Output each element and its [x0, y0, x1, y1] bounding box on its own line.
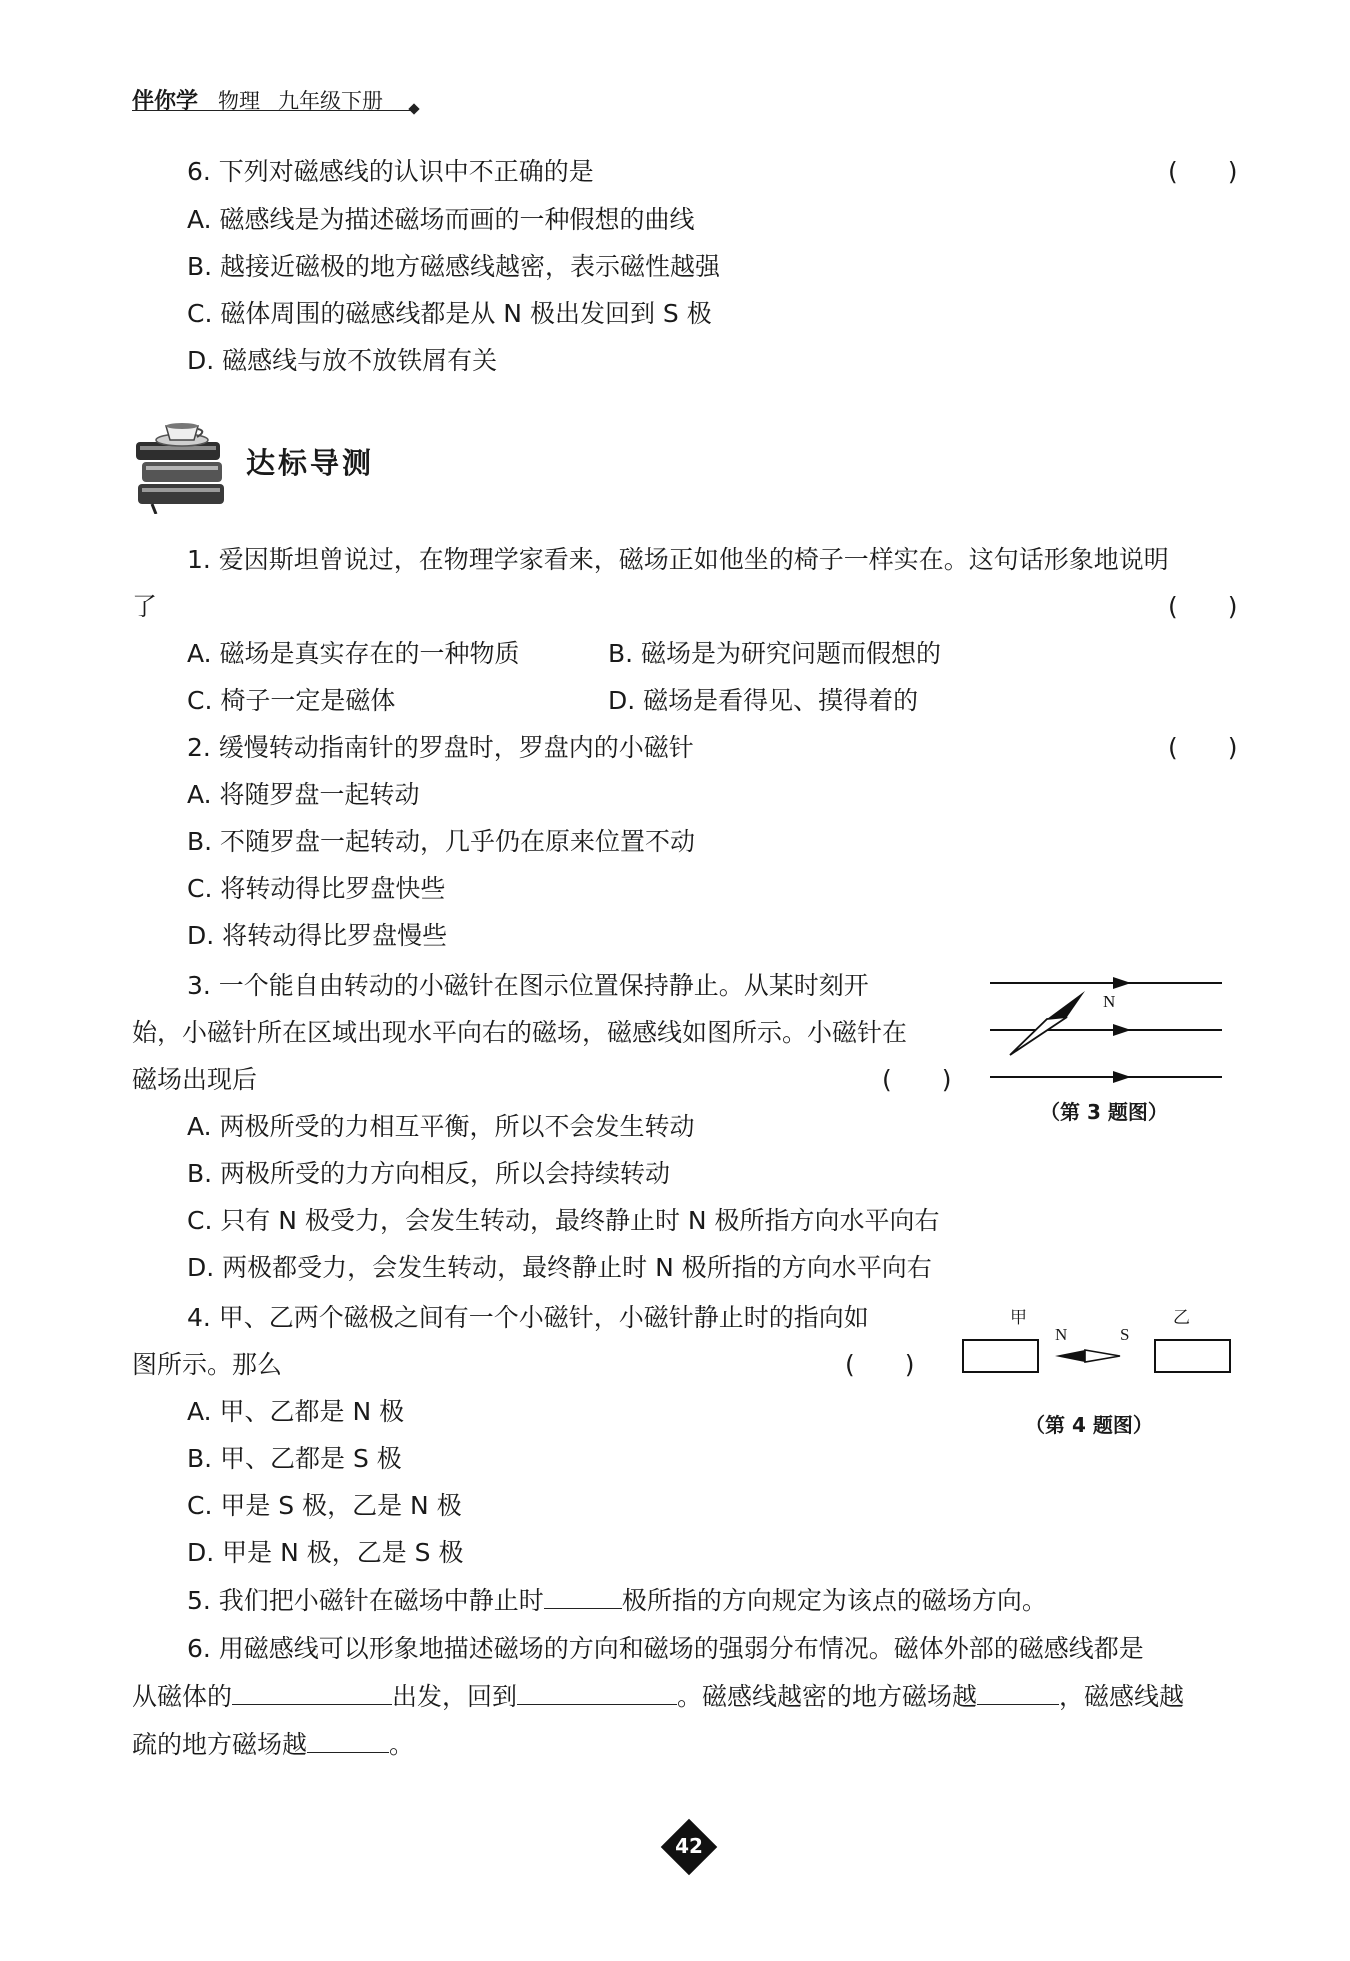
q6-line3-b: 。 — [389, 1730, 415, 1759]
q6-blank-4[interactable] — [307, 1728, 389, 1753]
q6-line3 — [132, 1728, 414, 1762]
header-rule — [132, 110, 414, 111]
q4-stem-line1: 4. 甲、乙两个磁极之间有一个小磁针，小磁针静止时的指向如 — [187, 1303, 869, 1332]
q3-option-d: D. 两极都受力，会发生转动，最终静止时 N 极所指的方向水平向右 — [187, 1253, 932, 1282]
q3-option-a: A. 两极所受的力相互平衡，所以不会发生转动 — [187, 1112, 695, 1141]
prev-q6-option-d: D. 磁感线与放不放铁屑有关 — [187, 346, 498, 375]
q4-right-pole-label: 乙 — [1173, 1308, 1190, 1328]
q3-stem-line2: 始，小磁针所在区域出现水平向右的磁场，磁感线如图所示。小磁针在 — [132, 1018, 908, 1047]
q3-figure-caption: （第 3 题图） — [1040, 1100, 1168, 1124]
q2-option-d: D. 将转动得比罗盘慢些 — [187, 921, 448, 950]
q6-line3-a: 疏的地方磁场越 — [132, 1730, 308, 1759]
q6-blank-2[interactable] — [517, 1680, 677, 1705]
prev-q6-option-c: C. 磁体周围的磁感线都是从 N 极出发回到 S 极 — [187, 299, 712, 328]
q6-line2-b: 出发，回到 — [392, 1682, 518, 1711]
q6-blank-1[interactable] — [232, 1680, 392, 1705]
q6-line2-a: 从磁体的 — [132, 1682, 233, 1711]
q2-option-c: C. 将转动得比罗盘快些 — [187, 874, 446, 903]
field-arrow-top-icon — [1113, 977, 1131, 989]
q4-stem-line2: 图所示。那么 — [132, 1350, 283, 1379]
field-arrow-middle-icon — [1113, 1024, 1131, 1036]
q1-option-d: D. 磁场是看得见、摸得着的 — [608, 686, 919, 715]
header-subject: 物理 — [218, 89, 261, 113]
q4-n-label: N — [1055, 1325, 1068, 1344]
q3-bracket: ( ) — [882, 1065, 952, 1094]
q4-option-b: B. 甲、乙都是 S 极 — [187, 1444, 402, 1473]
pole-jia-magnet — [963, 1340, 1038, 1372]
q6-line2-c: 。磁感线越密的地方磁场越 — [677, 1682, 978, 1711]
q4-left-pole-label: 甲 — [1010, 1308, 1027, 1328]
q3-n-label: N — [1103, 992, 1116, 1011]
section-title: 达标导测 — [246, 446, 375, 480]
q1-stem-line2: 了 — [132, 592, 158, 621]
q5-part2: 极所指的方向规定为该点的磁场方向。 — [621, 1586, 1047, 1615]
q4-bracket: ( ) — [845, 1350, 915, 1379]
header-diamond-icon — [408, 103, 419, 114]
books-and-cup-icon — [132, 418, 230, 514]
q2-stem: 2. 缓慢转动指南针的罗盘时，罗盘内的小磁针 — [187, 733, 694, 762]
q5-blank[interactable] — [544, 1584, 622, 1609]
compass-needle-icon — [1010, 991, 1085, 1055]
prev-q6-bracket: ( ) — [1168, 157, 1238, 186]
q4-figure — [960, 1300, 1235, 1380]
q4-s-label: S — [1120, 1325, 1130, 1344]
q5-text — [187, 1584, 1047, 1618]
q3-stem-line3: 磁场出现后 — [132, 1065, 258, 1094]
header-grade: 九年级下册 — [278, 89, 384, 113]
q4-option-d: D. 甲是 N 极，乙是 S 极 — [187, 1538, 464, 1567]
header-brand: 伴你学 — [132, 89, 199, 114]
q3-option-b: B. 两极所受的力方向相反，所以会持续转动 — [187, 1159, 671, 1188]
q6-line2 — [132, 1680, 1184, 1714]
page-number: 42 — [675, 1834, 703, 1858]
q2-option-a: A. 将随罗盘一起转动 — [187, 780, 420, 809]
q1-stem-line1: 1. 爱因斯坦曾说过，在物理学家看来，磁场正如他坐的椅子一样实在。这句话形象地说明 — [187, 545, 1169, 574]
q4-option-c: C. 甲是 S 极，乙是 N 极 — [187, 1491, 462, 1520]
field-arrow-bottom-icon — [1113, 1071, 1131, 1083]
q1-option-a: A. 磁场是真实存在的一种物质 — [187, 639, 520, 668]
q6-line2-d: ，磁感线越 — [1059, 1682, 1185, 1711]
q1-option-b: B. 磁场是为研究问题而假想的 — [608, 639, 942, 668]
q1-bracket: ( ) — [1168, 592, 1238, 621]
prev-q6-option-a: A. 磁感线是为描述磁场而画的一种假想的曲线 — [187, 205, 695, 234]
prev-q6-stem: 6. 下列对磁感线的认识中不正确的是 — [187, 157, 594, 186]
q3-option-c: C. 只有 N 极受力，会发生转动，最终静止时 N 极所指方向水平向右 — [187, 1206, 940, 1235]
q3-stem-line1: 3. 一个能自由转动的小磁针在图示位置保持静止。从某时刻开 — [187, 971, 869, 1000]
q2-option-b: B. 不随罗盘一起转动，几乎仍在原来位置不动 — [187, 827, 696, 856]
prev-q6-option-b: B. 越接近磁极的地方磁感线越密，表示磁性越强 — [187, 252, 721, 281]
q4-option-a: A. 甲、乙都是 N 极 — [187, 1397, 405, 1426]
q1-option-c: C. 椅子一定是磁体 — [187, 686, 396, 715]
q4-compass-needle-icon — [1055, 1350, 1120, 1362]
q6-line1: 6. 用磁感线可以形象地描述磁场的方向和磁场的强弱分布情况。磁体外部的磁感线都是 — [187, 1634, 1144, 1663]
q4-figure-caption: （第 4 题图） — [1025, 1413, 1153, 1437]
q2-bracket: ( ) — [1168, 733, 1238, 762]
q6-blank-3[interactable] — [977, 1680, 1059, 1705]
q5-part1: 5. 我们把小磁针在磁场中静止时 — [187, 1586, 544, 1615]
q3-figure — [985, 965, 1230, 1095]
pole-yi-magnet — [1155, 1340, 1230, 1372]
